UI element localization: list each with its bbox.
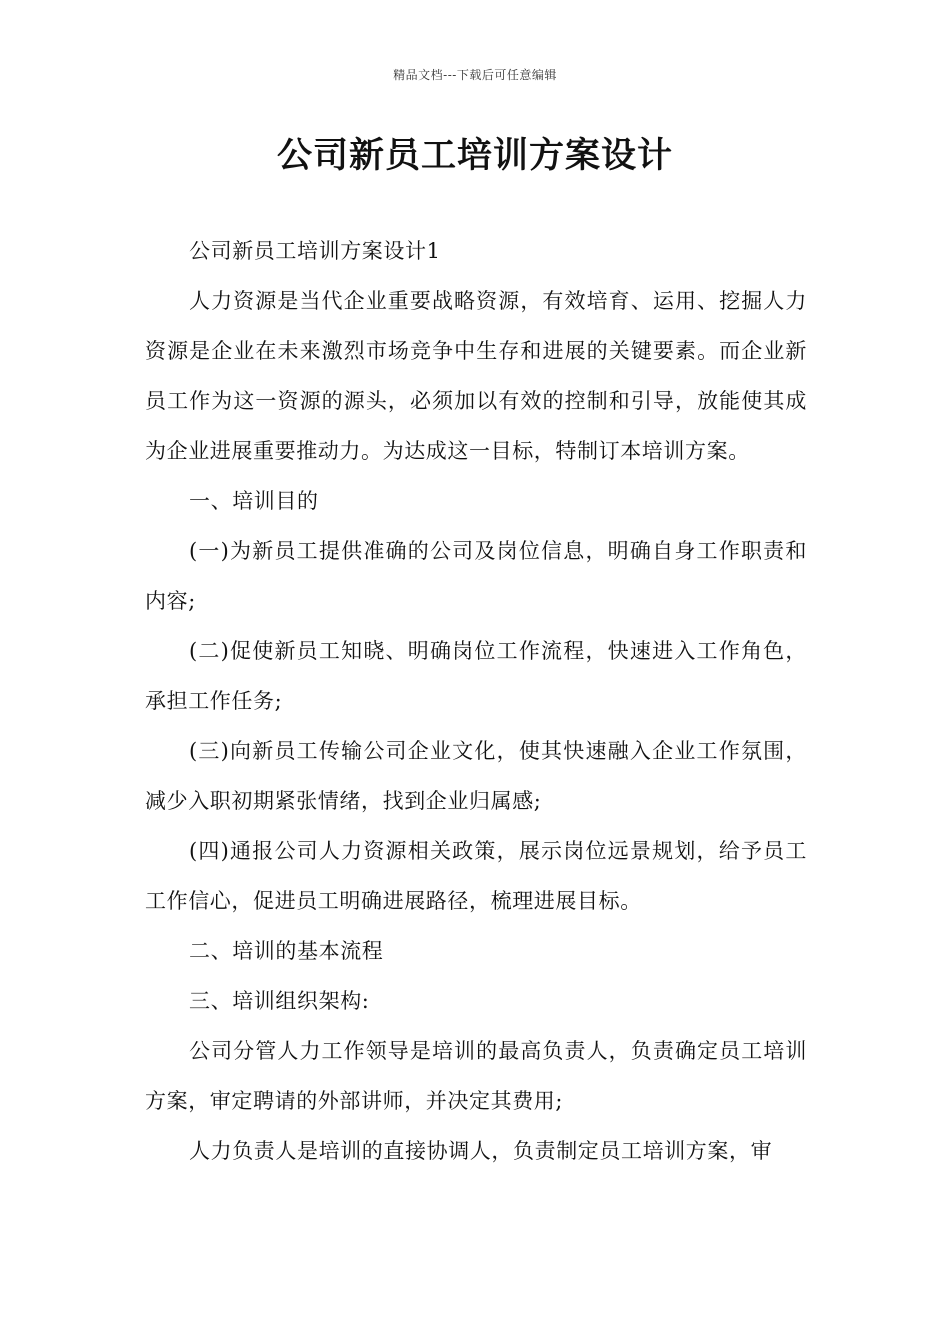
heading-training-organization: 三、培训组织架构:	[189, 989, 370, 1013]
document-title: 公司新员工培训方案设计	[276, 136, 673, 176]
paragraph-intro: 人力资源是当代企业重要战略资源，有效培育、运用、挖掘人力资源是企业在未来激烈市场竞争中生存和进展的关键要素。而企业新员工作为这一资源的源头，必须加以有效的控制和引导，放能使其成为企业进展重要推动力。为达成这一目标，特制订本培训方案。	[145, 289, 807, 463]
paragraph-organization-1: 公司分管人力工作领导是培训的最高负责人，负责确定员工培训方案，审定聘请的外部讲师，并决定其费用;	[145, 1039, 807, 1113]
section-heading: 公司新员工培训方案设计1	[189, 239, 441, 263]
paragraph-organization-2: 人力负责人是培训的直接协调人，负责制定员工培训方案，审	[189, 1139, 773, 1163]
paragraph-purpose-1: (一)为新员工提供准确的公司及岗位信息，明确自身工作职责和内容;	[145, 539, 807, 613]
document-body	[145, 226, 807, 1176]
header-note: 精品文档---下载后可任意编辑	[393, 68, 557, 82]
paragraph-purpose-2: (二)促使新员工知晓、明确岗位工作流程，快速进入工作角色，承担工作任务;	[145, 639, 807, 713]
paragraph-purpose-3: (三)向新员工传输公司企业文化，使其快速融入企业工作氛围，减少入职初期紧张情绪，找到企业归属感;	[145, 739, 807, 813]
heading-training-purpose: 一、培训目的	[189, 489, 319, 513]
paragraph-purpose-4: (四)通报公司人力资源相关政策，展示岗位远景规划，给予员工工作信心，促进员工明确进展路径，梳理进展目标。	[145, 839, 807, 913]
heading-training-process: 二、培训的基本流程	[189, 939, 384, 963]
